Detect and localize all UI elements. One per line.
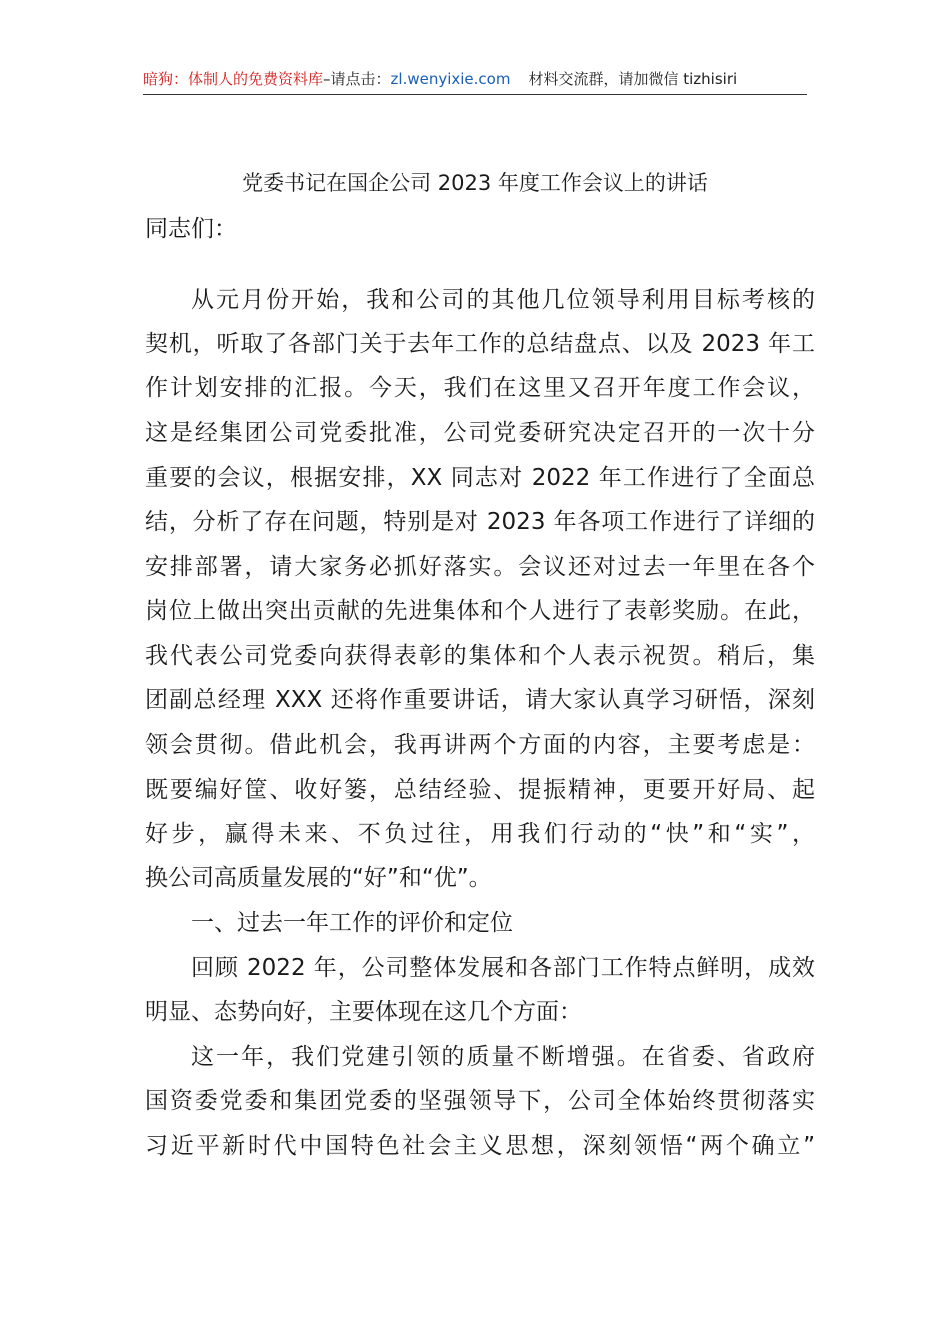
- body-line: 习近平新时代中国特色社会主义思想，深刻领悟“两个确立”: [145, 1133, 815, 1159]
- body-line: 领会贯彻。借此机会，我再讲两个方面的内容，主要考虑是：: [145, 732, 815, 758]
- body-line: 明显、态势向好，主要体现在这几个方面：: [145, 999, 582, 1025]
- body-line: 回顾 2022 年，公司整体发展和各部门工作特点鲜明，成效: [191, 955, 815, 981]
- body-line: 作计划安排的汇报。今天，我们在这里又召开年度工作会议，: [145, 375, 815, 401]
- watermark-header: [143, 64, 807, 95]
- header-url-link[interactable]: zl.wenyixie.com: [390, 70, 511, 88]
- body-line: 换公司高质量发展的“好”和“优”。: [145, 865, 492, 891]
- body-line: 国资委党委和集团党委的坚强领导下，公司全体始终贯彻落实: [145, 1088, 815, 1114]
- header-click-prompt: –请点击：: [323, 70, 391, 88]
- body-line: 这是经集团公司党委批准，公司党委研究决定召开的一次十分: [145, 420, 815, 446]
- body-line: 我代表公司党委向获得表彰的集体和个人表示祝贺。稍后，集: [145, 643, 815, 669]
- salutation: 同志们：: [145, 216, 237, 242]
- body-line: 既要编好筐、收好篓，总结经验、提振精神，更要开好局、起: [145, 777, 815, 803]
- header-brand: 暗狗：体制人的免费资料库: [143, 70, 324, 88]
- body-line: 从元月份开始，我和公司的其他几位领导利用目标考核的: [191, 287, 815, 313]
- body-line: 安排部署，请大家务必抓好落实。会议还对过去一年里在各个: [145, 554, 815, 580]
- body-line: 好步，赢得未来、不负过往，用我们行动的“快”和“实”，: [145, 821, 815, 847]
- body-line: 契机，听取了各部门关于去年工作的总结盘点、以及 2023 年工: [145, 331, 815, 357]
- body-line: 重要的会议，根据安排，XX 同志对 2022 年工作进行了全面总: [145, 465, 815, 491]
- body-line: 这一年，我们党建引领的质量不断增强。在省委、省政府: [191, 1044, 815, 1070]
- document-title: 党委书记在国企公司 2023 年度工作会议上的讲话: [242, 171, 708, 195]
- body-line: 岗位上做出突出贡献的先进集体和个人进行了表彰奖励。在此，: [145, 598, 815, 624]
- body-line: 团副总经理 XXX 还将作重要讲话，请大家认真学习研悟，深刻: [145, 687, 815, 713]
- body-line: 结，分析了存在问题，特别是对 2023 年各项工作进行了详细的: [145, 509, 815, 535]
- section-heading: 一、过去一年工作的评价和定位: [191, 910, 513, 936]
- header-wechat-note: 材料交流群，请加微信 tizhisiri: [528, 70, 738, 88]
